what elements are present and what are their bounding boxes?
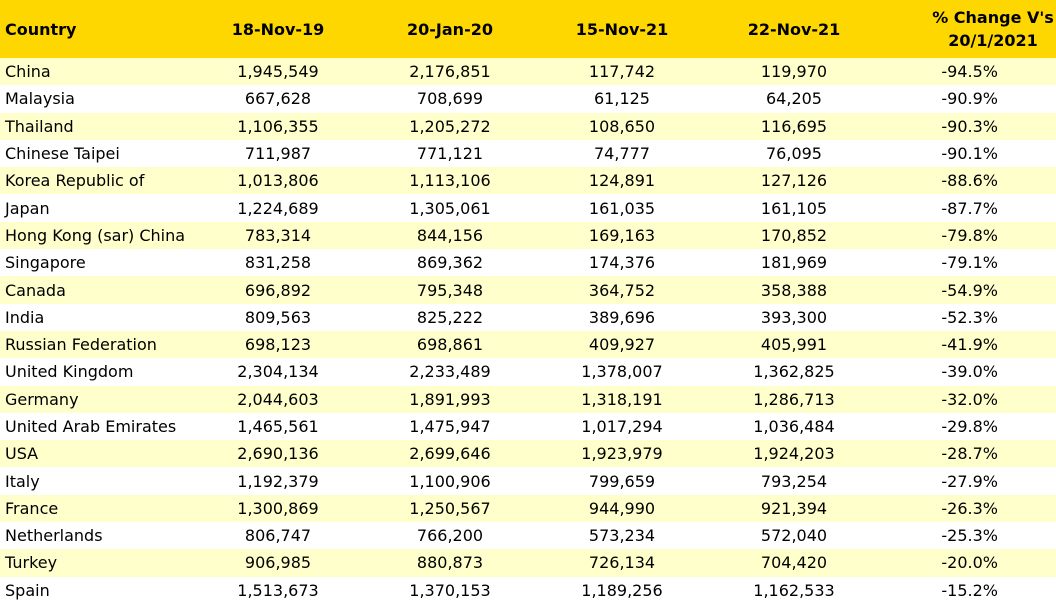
cell-date-1: 698,123 — [192, 331, 364, 358]
cell-pct-change: -25.3% — [880, 522, 1056, 549]
header-date-4: 22-Nov-21 — [708, 0, 880, 58]
cell-date-4: 704,420 — [708, 549, 880, 576]
cell-date-2: 1,100,906 — [364, 467, 536, 494]
cell-date-3: 174,376 — [536, 249, 708, 276]
cell-date-1: 1,465,561 — [192, 413, 364, 440]
table-row — [0, 304, 1056, 331]
cell-country: United Kingdom — [0, 358, 192, 385]
cell-date-4: 76,095 — [708, 140, 880, 167]
cell-date-4: 116,695 — [708, 113, 880, 140]
cell-country: Germany — [0, 386, 192, 413]
cell-date-1: 1,513,673 — [192, 577, 364, 604]
table-row — [0, 222, 1056, 249]
cell-country: Japan — [0, 194, 192, 221]
table-row — [0, 113, 1056, 140]
table-row — [0, 194, 1056, 221]
cell-date-4: 1,362,825 — [708, 358, 880, 385]
cell-country: Italy — [0, 467, 192, 494]
cell-date-4: 181,969 — [708, 249, 880, 276]
cell-date-2: 708,699 — [364, 85, 536, 112]
table-row — [0, 58, 1056, 85]
header-date-1: 18-Nov-19 — [192, 0, 364, 58]
table-body — [0, 58, 1056, 604]
table-row — [0, 249, 1056, 276]
cell-date-4: 358,388 — [708, 276, 880, 303]
cell-date-4: 793,254 — [708, 467, 880, 494]
cell-date-4: 1,036,484 — [708, 413, 880, 440]
cell-date-1: 783,314 — [192, 222, 364, 249]
cell-date-1: 1,013,806 — [192, 167, 364, 194]
table-row — [0, 358, 1056, 385]
cell-pct-change: -28.7% — [880, 440, 1056, 467]
table-row — [0, 467, 1056, 494]
cell-date-1: 2,690,136 — [192, 440, 364, 467]
cell-date-1: 711,987 — [192, 140, 364, 167]
cell-date-2: 795,348 — [364, 276, 536, 303]
cell-date-4: 1,286,713 — [708, 386, 880, 413]
cell-pct-change: -87.7% — [880, 194, 1056, 221]
cell-date-1: 2,044,603 — [192, 386, 364, 413]
cell-pct-change: -39.0% — [880, 358, 1056, 385]
cell-date-2: 2,176,851 — [364, 58, 536, 85]
cell-date-2: 844,156 — [364, 222, 536, 249]
cell-country: Chinese Taipei — [0, 140, 192, 167]
cell-pct-change: -52.3% — [880, 304, 1056, 331]
cell-date-4: 161,105 — [708, 194, 880, 221]
cell-date-4: 572,040 — [708, 522, 880, 549]
cell-pct-change: -41.9% — [880, 331, 1056, 358]
cell-pct-change: -26.3% — [880, 495, 1056, 522]
cell-date-3: 799,659 — [536, 467, 708, 494]
cell-date-3: 573,234 — [536, 522, 708, 549]
header-pct-line-2: 20/1/2021 — [948, 31, 1038, 50]
cell-date-3: 1,378,007 — [536, 358, 708, 385]
cell-date-4: 64,205 — [708, 85, 880, 112]
cell-date-2: 698,861 — [364, 331, 536, 358]
cell-date-2: 1,113,106 — [364, 167, 536, 194]
cell-country: USA — [0, 440, 192, 467]
cell-date-1: 1,300,869 — [192, 495, 364, 522]
cell-date-4: 393,300 — [708, 304, 880, 331]
cell-date-1: 2,304,134 — [192, 358, 364, 385]
cell-date-3: 1,318,191 — [536, 386, 708, 413]
cell-date-1: 831,258 — [192, 249, 364, 276]
cell-pct-change: -29.8% — [880, 413, 1056, 440]
cell-country: China — [0, 58, 192, 85]
cell-date-2: 2,699,646 — [364, 440, 536, 467]
cell-date-4: 405,991 — [708, 331, 880, 358]
header-country: Country — [0, 0, 192, 58]
cell-date-4: 1,924,203 — [708, 440, 880, 467]
table-row — [0, 577, 1056, 604]
cell-date-4: 921,394 — [708, 495, 880, 522]
table-row — [0, 413, 1056, 440]
cell-pct-change: -90.1% — [880, 140, 1056, 167]
cell-pct-change: -79.1% — [880, 249, 1056, 276]
header-pct-change — [880, 0, 1056, 58]
cell-country: United Arab Emirates — [0, 413, 192, 440]
cell-date-1: 906,985 — [192, 549, 364, 576]
cell-date-2: 869,362 — [364, 249, 536, 276]
cell-date-3: 409,927 — [536, 331, 708, 358]
table-row — [0, 386, 1056, 413]
cell-date-3: 1,923,979 — [536, 440, 708, 467]
cell-date-2: 880,873 — [364, 549, 536, 576]
table-row — [0, 440, 1056, 467]
cell-pct-change: -90.9% — [880, 85, 1056, 112]
cell-country: Turkey — [0, 549, 192, 576]
cell-pct-change: -20.0% — [880, 549, 1056, 576]
cell-country: France — [0, 495, 192, 522]
cell-date-2: 2,233,489 — [364, 358, 536, 385]
cell-pct-change: -27.9% — [880, 467, 1056, 494]
cell-date-4: 127,126 — [708, 167, 880, 194]
cell-date-2: 1,475,947 — [364, 413, 536, 440]
cell-date-3: 169,163 — [536, 222, 708, 249]
cell-date-3: 117,742 — [536, 58, 708, 85]
cell-date-3: 161,035 — [536, 194, 708, 221]
cell-date-1: 1,224,689 — [192, 194, 364, 221]
table-row — [0, 495, 1056, 522]
table-row — [0, 167, 1056, 194]
cell-country: Korea Republic of — [0, 167, 192, 194]
table-row — [0, 522, 1056, 549]
cell-date-2: 1,205,272 — [364, 113, 536, 140]
cell-date-1: 806,747 — [192, 522, 364, 549]
table-row — [0, 85, 1056, 112]
cell-date-4: 170,852 — [708, 222, 880, 249]
cell-country: Singapore — [0, 249, 192, 276]
cell-date-3: 124,891 — [536, 167, 708, 194]
cell-pct-change: -94.5% — [880, 58, 1056, 85]
cell-date-1: 1,945,549 — [192, 58, 364, 85]
cell-date-1: 667,628 — [192, 85, 364, 112]
cell-pct-change: -15.2% — [880, 577, 1056, 604]
cell-country: India — [0, 304, 192, 331]
cell-country: Russian Federation — [0, 331, 192, 358]
cell-date-2: 1,370,153 — [364, 577, 536, 604]
header-pct-line-1: % Change V's — [932, 8, 1054, 27]
cell-date-3: 944,990 — [536, 495, 708, 522]
cell-date-3: 108,650 — [536, 113, 708, 140]
cell-country: Canada — [0, 276, 192, 303]
header-date-2: 20-Jan-20 — [364, 0, 536, 58]
cell-date-1: 1,106,355 — [192, 113, 364, 140]
cell-date-3: 1,189,256 — [536, 577, 708, 604]
cell-date-2: 1,250,567 — [364, 495, 536, 522]
table-row — [0, 549, 1056, 576]
cell-date-3: 74,777 — [536, 140, 708, 167]
cell-date-1: 696,892 — [192, 276, 364, 303]
cell-date-3: 389,696 — [536, 304, 708, 331]
table-row — [0, 140, 1056, 167]
cell-date-1: 1,192,379 — [192, 467, 364, 494]
cell-country: Netherlands — [0, 522, 192, 549]
cell-country: Hong Kong (sar) China — [0, 222, 192, 249]
cell-date-3: 364,752 — [536, 276, 708, 303]
cell-date-3: 726,134 — [536, 549, 708, 576]
cell-pct-change: -54.9% — [880, 276, 1056, 303]
cell-date-2: 771,121 — [364, 140, 536, 167]
cell-date-2: 1,305,061 — [364, 194, 536, 221]
cell-date-4: 1,162,533 — [708, 577, 880, 604]
cell-date-3: 1,017,294 — [536, 413, 708, 440]
cell-country: Spain — [0, 577, 192, 604]
cell-pct-change: -90.3% — [880, 113, 1056, 140]
cell-date-4: 119,970 — [708, 58, 880, 85]
table-row — [0, 331, 1056, 358]
cell-date-2: 766,200 — [364, 522, 536, 549]
header-row — [0, 0, 1056, 58]
cell-country: Malaysia — [0, 85, 192, 112]
cell-pct-change: -32.0% — [880, 386, 1056, 413]
cell-date-2: 1,891,993 — [364, 386, 536, 413]
header-date-3: 15-Nov-21 — [536, 0, 708, 58]
cell-pct-change: -79.8% — [880, 222, 1056, 249]
cell-date-1: 809,563 — [192, 304, 364, 331]
cell-date-2: 825,222 — [364, 304, 536, 331]
cell-pct-change: -88.6% — [880, 167, 1056, 194]
table-row — [0, 276, 1056, 303]
cell-country: Thailand — [0, 113, 192, 140]
cell-date-3: 61,125 — [536, 85, 708, 112]
